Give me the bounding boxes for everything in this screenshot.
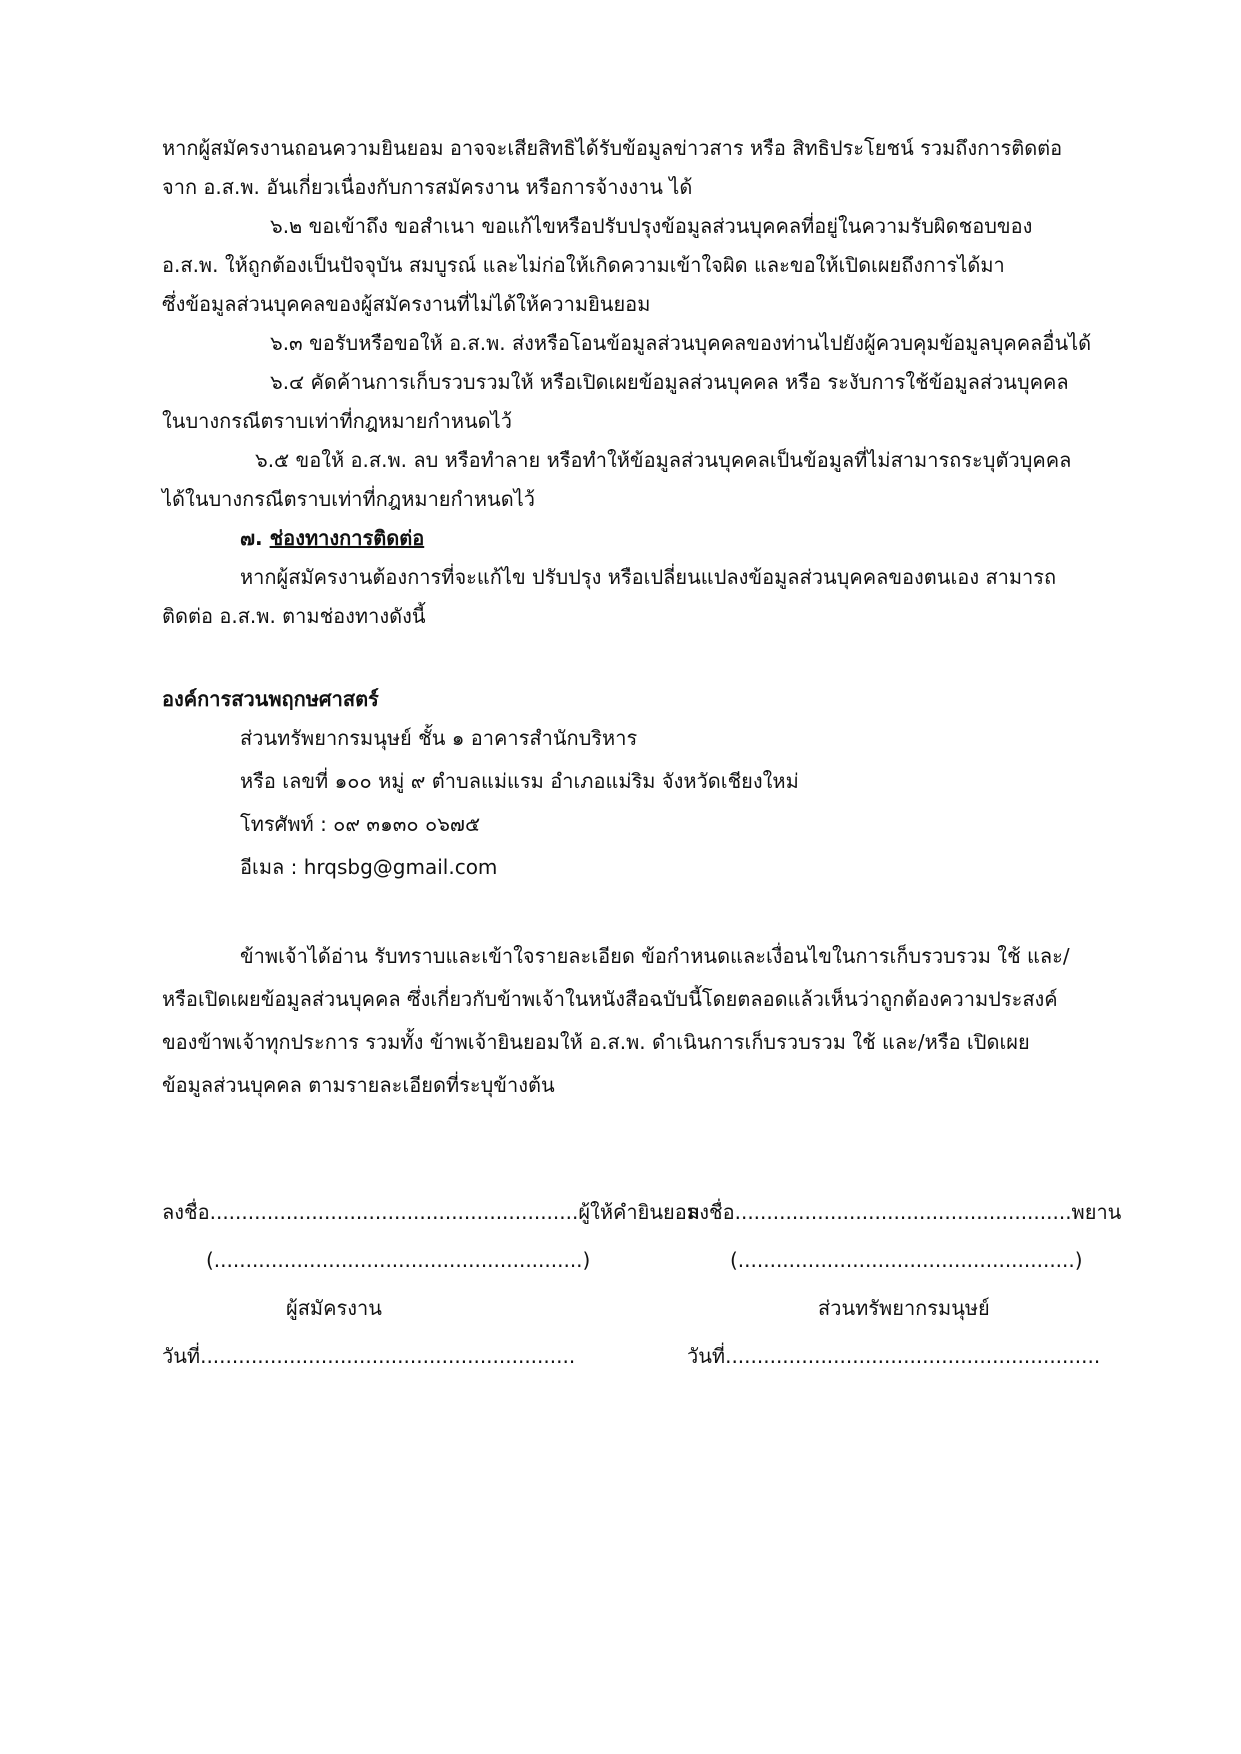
contact-intro-line-1: หากผู้สมัครงานต้องการที่จะแก้ไข ปรับปรุง หรือเปลี่ยนแปลงข้อมูลส่วนบุคคลของตนเอง สามารถ [240,565,1057,589]
item-6-2-line-1: ๖.๒ ขอเข้าถึง ขอสำเนา ขอแก้ไขหรือปรับปรุงข้อมูลส่วนบุคคลที่อยู่ในความรับผิดชอบของ [270,214,1033,238]
address-line-2: หรือ เลขที่ ๑๐๐ หมู่ ๙ ตำบลแม่แรม อำเภอแม่ริม จังหวัดเชียงใหม่ [240,769,799,793]
item-6-2-line-3: ซึ่งข้อมูลส่วนบุคคลของผู้สมัครงานที่ไม่ได้ให้ความยินยอม [162,292,651,316]
email-address: อีเมล : hrqsbg@gmail.com [240,855,498,879]
consent-line-1: ข้าพเจ้าได้อ่าน รับทราบและเข้าใจรายละเอียด ข้อกำหนดและเงื่อนไขในการเก็บรวบรวม ใช้ และ/ [240,944,1070,968]
item-6-2-line-2: อ.ส.พ. ให้ถูกต้องเป็นปัจจุบัน สมบูรณ์ และไม่ก่อให้เกิดความเข้าใจผิด และขอให้เปิดเผยถึงการได้มา [162,253,1005,277]
consent-line-3: ของข้าพเจ้าทุกประการ รวมทั้ง ข้าพเจ้ายินยอมให้ อ.ส.พ. ดำเนินการเก็บรวบรวม ใช้ และ/หรือ เปิดเผย [162,1030,1030,1054]
item-6-4-line-2: ในบางกรณีตราบเท่าที่กฎหมายกำหนดไว้ [162,409,512,433]
applicant-role: ผู้สมัครงาน [286,1296,382,1320]
rights-continuation-line-2: จาก อ.ส.พ. อันเกี่ยวเนื่องกับการสมัครงาน หรือการจ้างงาน ได้ [162,175,693,199]
contact-heading-text: ช่องทางการติดต่อ [269,526,425,550]
consent-line-2: หรือเปิดเผยข้อมูลส่วนบุคคล ซึ่งเกี่ยวกับข้าพเจ้าในหนังสือฉบับนี้โดยตลอดแล้วเห็นว่าถูกต้องความประสงค์ [162,987,1058,1011]
organization-name: องค์การสวนพฤกษศาสตร์ [162,687,379,711]
item-6-3-line-1: ๖.๓ ขอรับหรือขอให้ อ.ส.พ. ส่งหรือโอนข้อมูลส่วนบุคคลของท่านไปยังผู้ควบคุมข้อมูลบุคคลอื่นได้ [270,331,1092,355]
contact-heading-number: ๗. [240,526,263,550]
applicant-date-line: วันที่........................................................... [162,1344,576,1368]
applicant-name-line: (..........................................................) [206,1248,591,1272]
consent-line-4: ข้อมูลส่วนบุคคล ตามรายละเอียดที่ระบุข้างต้น [162,1073,555,1097]
witness-sign-line: ลงชื่อ.....................................................พยาน [687,1200,1122,1224]
witness-role: ส่วนทรัพยากรมนุษย์ [818,1296,990,1320]
item-6-5-line-1: ๖.๕ ขอให้ อ.ส.พ. ลบ หรือทำลาย หรือทำให้ข้อมูลส่วนบุคคลเป็นข้อมูลที่ไม่สามารถระบุตัวบุคคล [255,448,1072,472]
item-6-4-line-1: ๖.๔ คัดค้านการเก็บรวบรวมให้ หรือเปิดเผยข้อมูลส่วนบุคคล หรือ ระงับการใช้ข้อมูลส่วนบุคคล [270,370,1069,394]
applicant-sign-line: ลงชื่อ..........................................................ผู้ให้คำยินยอม [162,1200,700,1224]
contact-intro-line-2: ติดต่อ อ.ส.พ. ตามช่องทางดังนี้ [162,604,426,628]
witness-name-line: (.....................................................) [730,1248,1083,1272]
item-6-5-line-2: ได้ในบางกรณีตราบเท่าที่กฎหมายกำหนดไว้ [162,487,535,511]
witness-date-line: วันที่........................................................... [687,1344,1101,1368]
contact-heading [240,522,424,554]
address-line-1: ส่วนทรัพยากรมนุษย์ ชั้น ๑ อาคารสำนักบริหาร [240,726,638,750]
phone-number: โทรศัพท์ : ๐๙ ๓๑๓๐ ๐๖๗๕ [240,812,481,836]
rights-continuation-line-1: หากผู้สมัครงานถอนความยินยอม อาจจะเสียสิทธิได้รับข้อมูลข่าวสาร หรือ สิทธิประโยชน์ รวมถึงการติดต่อ [162,136,1063,160]
